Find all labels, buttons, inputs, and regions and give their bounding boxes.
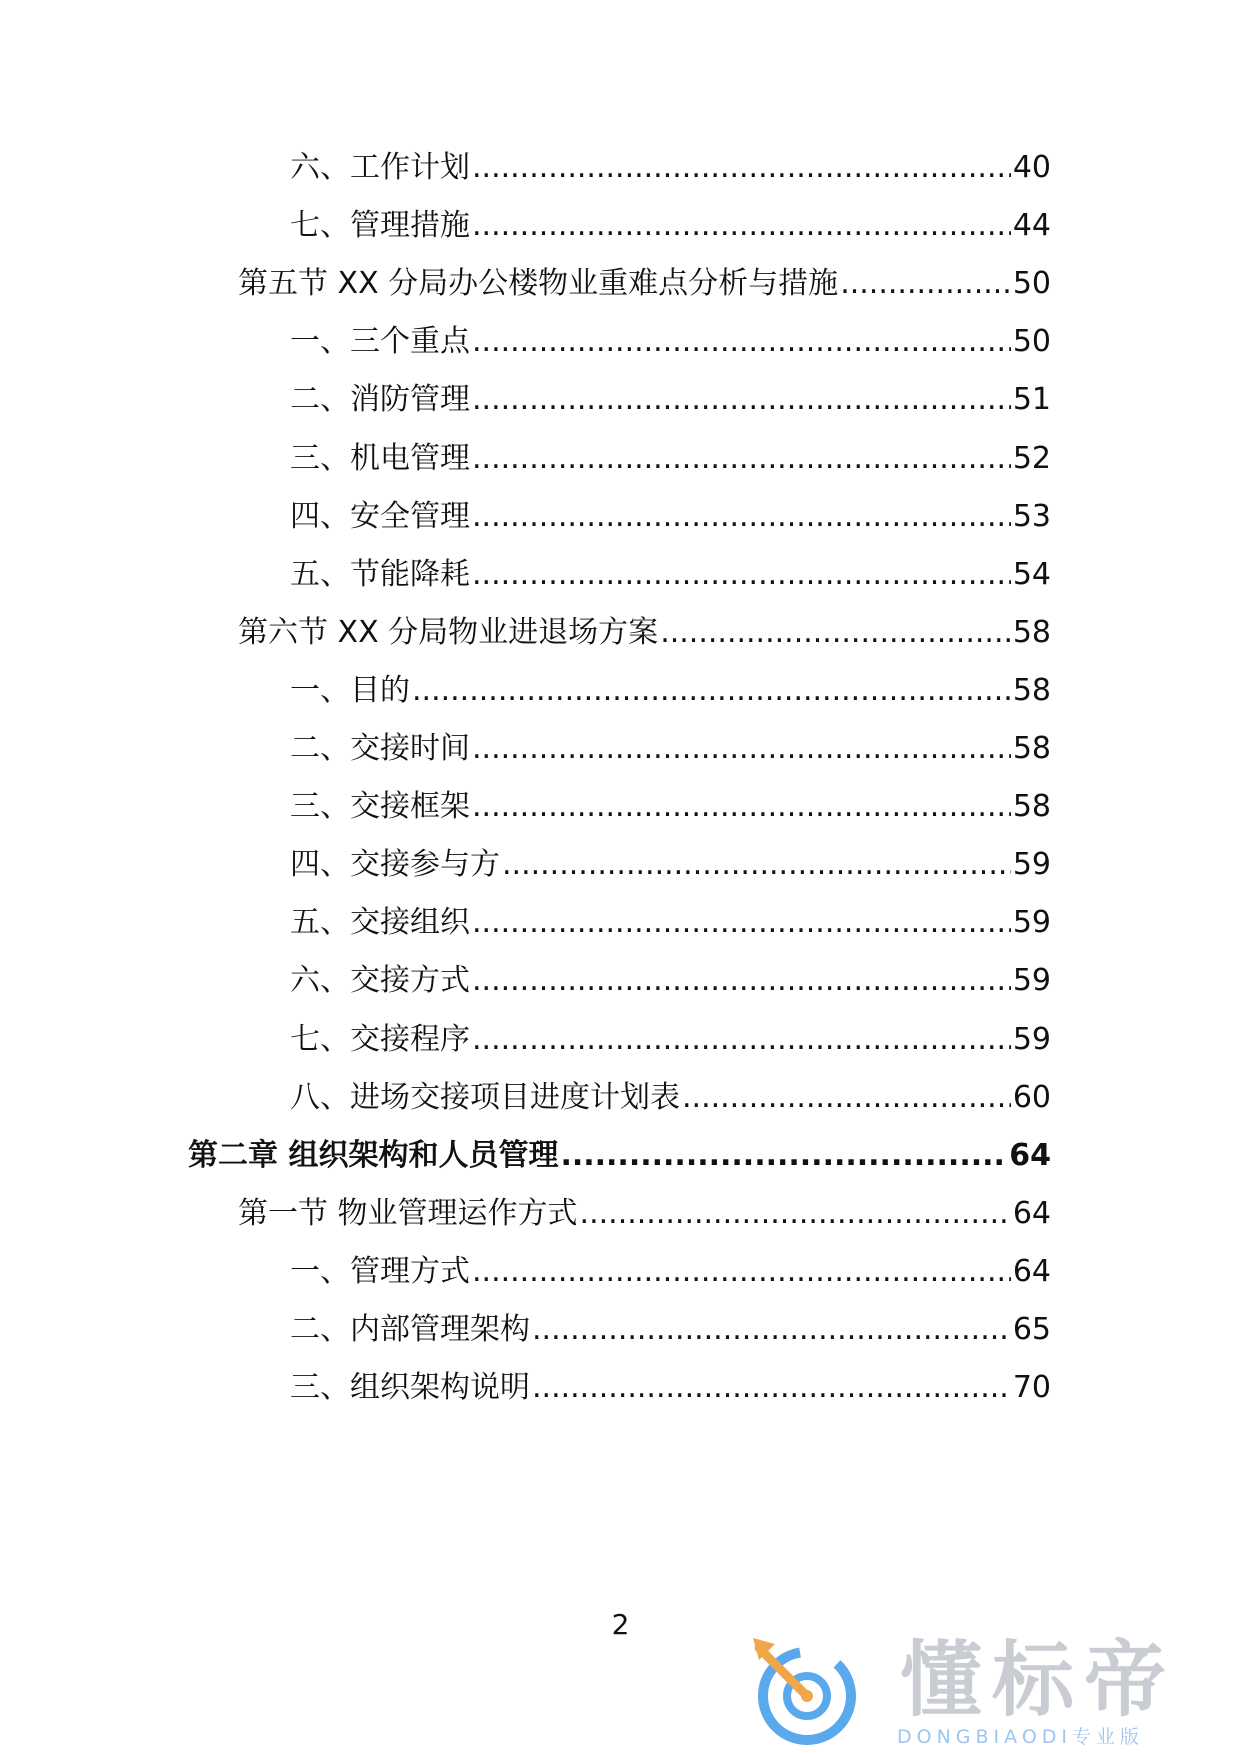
toc-entry[interactable]	[290, 322, 1051, 362]
toc-entry-page: 59	[1012, 1022, 1051, 1057]
toc-entry-page: 50	[1012, 266, 1051, 301]
toc-entry[interactable]	[290, 497, 1051, 537]
toc-entry-page: 44	[1012, 208, 1051, 243]
toc-entry-title: 三、交接框架	[290, 789, 470, 824]
toc-entry-page: 58	[1012, 731, 1051, 766]
toc-leader-dots	[532, 1310, 1011, 1350]
toc-entry-title: 二、消防管理	[290, 382, 470, 417]
toc-leader-dots	[472, 555, 1011, 595]
toc-leader-dots	[472, 380, 1011, 420]
page-number: 2	[611, 1608, 630, 1641]
toc-entry-title: 六、交接方式	[290, 963, 470, 998]
toc-entry[interactable]	[290, 1310, 1051, 1350]
toc-entry[interactable]	[290, 148, 1051, 188]
toc-leader-dots	[682, 1078, 1011, 1118]
watermark-subtitle: DONGBIAODI专业版	[897, 1726, 1145, 1748]
toc-entry-title: 第六节 XX 分局物业进退场方案	[238, 615, 659, 650]
toc-entry-title: 三、组织架构说明	[290, 1370, 530, 1405]
toc-entry-title: 第二章 组织架构和人员管理	[188, 1138, 559, 1173]
toc-entry-title: 五、交接组织	[290, 905, 470, 940]
toc-entry[interactable]	[290, 845, 1051, 885]
toc-leader-dots	[580, 1194, 1011, 1234]
toc-entry-page: 54	[1012, 557, 1051, 592]
toc-entry[interactable]	[238, 264, 1051, 304]
toc-entry[interactable]	[188, 1136, 1051, 1176]
toc-entry-title: 六、工作计划	[290, 150, 470, 185]
toc-entry-title: 四、交接参与方	[290, 847, 500, 882]
toc-entry[interactable]	[290, 206, 1051, 246]
toc-entry-title: 三、机电管理	[290, 441, 470, 476]
toc-leader-dots	[472, 903, 1011, 943]
toc-entry-title: 二、交接时间	[290, 731, 470, 766]
watermark-brand: 懂标帝	[900, 1633, 1177, 1728]
toc-entry[interactable]	[290, 671, 1051, 711]
toc-entry-page: 58	[1012, 615, 1051, 650]
toc-entry-title: 八、进场交接项目进度计划表	[290, 1080, 680, 1115]
toc-leader-dots	[472, 729, 1011, 769]
toc-entry[interactable]	[290, 729, 1051, 769]
toc-entry[interactable]	[238, 1194, 1051, 1234]
toc-entry-title: 二、内部管理架构	[290, 1312, 530, 1347]
toc-leader-dots	[472, 787, 1011, 827]
toc-entry-page: 64	[1012, 1254, 1051, 1289]
toc-entry-title: 第一节 物业管理运作方式	[238, 1196, 578, 1231]
toc-entry-title: 第五节 XX 分局办公楼物业重难点分析与措施	[238, 266, 839, 301]
toc-entry[interactable]	[290, 1078, 1051, 1118]
toc-entry[interactable]	[290, 380, 1051, 420]
toc-entry-page: 59	[1012, 963, 1051, 998]
toc-entry-title: 一、目的	[290, 673, 410, 708]
toc-entry-page: 53	[1012, 499, 1051, 534]
toc-entry[interactable]	[290, 961, 1051, 1001]
toc-entry[interactable]	[238, 613, 1051, 653]
toc-entry-title: 七、管理措施	[290, 208, 470, 243]
toc-entry-page: 50	[1012, 324, 1051, 359]
toc-leader-dots	[502, 845, 1011, 885]
toc-entry-title: 五、节能降耗	[290, 557, 470, 592]
target-arrow-icon	[745, 1630, 875, 1750]
toc-entry-page: 51	[1012, 382, 1051, 417]
toc-entry-page: 60	[1012, 1080, 1051, 1115]
toc-entry[interactable]	[290, 903, 1051, 943]
toc-leader-dots	[472, 206, 1011, 246]
toc-entry-title: 一、三个重点	[290, 324, 470, 359]
toc-entry-page: 52	[1012, 441, 1051, 476]
toc-entry-page: 40	[1012, 150, 1051, 185]
toc-leader-dots	[532, 1368, 1011, 1408]
toc-entry-page: 58	[1012, 673, 1051, 708]
toc-leader-dots	[840, 264, 1011, 304]
toc-entry[interactable]	[290, 555, 1051, 595]
toc-leader-dots	[472, 961, 1011, 1001]
toc-leader-dots	[472, 1252, 1011, 1292]
toc-entry-page: 64	[1009, 1138, 1051, 1173]
toc-entry-page: 59	[1012, 847, 1051, 882]
toc-entry-title: 七、交接程序	[290, 1022, 470, 1057]
watermark	[745, 1630, 1225, 1750]
toc-entry-page: 64	[1012, 1196, 1051, 1231]
toc-leader-dots	[472, 439, 1011, 479]
toc-leader-dots	[412, 671, 1011, 711]
toc-entry-page: 65	[1012, 1312, 1051, 1347]
toc-entry-page: 59	[1012, 905, 1051, 940]
toc-leader-dots	[660, 613, 1011, 653]
toc-leader-dots	[472, 497, 1011, 537]
toc-entry-page: 58	[1012, 789, 1051, 824]
toc-entry[interactable]	[290, 1368, 1051, 1408]
toc-leader-dots	[472, 148, 1011, 188]
toc-entry-title: 四、安全管理	[290, 499, 470, 534]
toc-entry[interactable]	[290, 1252, 1051, 1292]
toc-entry[interactable]	[290, 1020, 1051, 1060]
toc-leader-dots	[472, 1020, 1011, 1060]
toc-leader-dots	[560, 1136, 1007, 1176]
toc-entry-title: 一、管理方式	[290, 1254, 470, 1289]
toc-entry-page: 70	[1012, 1370, 1051, 1405]
toc-entry[interactable]	[290, 787, 1051, 827]
toc-entry[interactable]	[290, 439, 1051, 479]
toc-leader-dots	[472, 322, 1011, 362]
